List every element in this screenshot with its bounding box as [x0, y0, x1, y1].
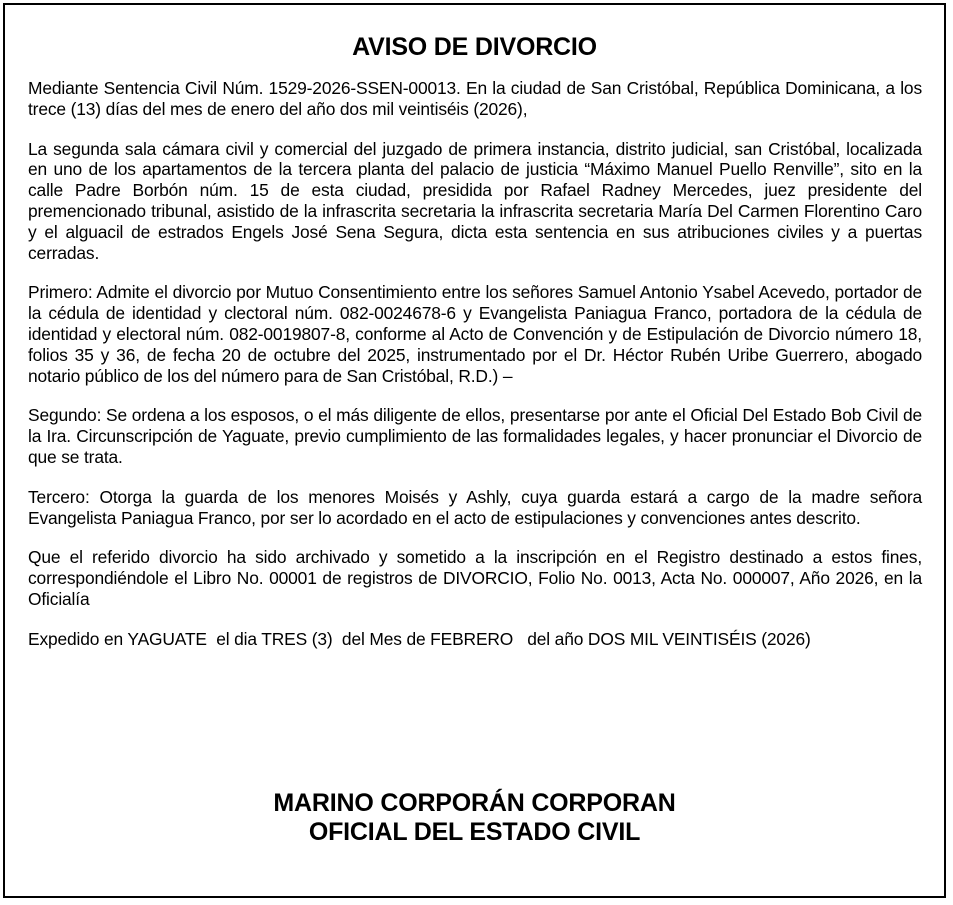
paragraph-segundo: Segundo: Se ordena a los esposos, o el más diligente de ellos, presentarse por ante el Oficial Del Estado Bob Civil de la Ira. Circunscripción de Yaguate, previo cumplimiento de las formalidades legales, y hacer pronunciar el Divorcio de que se trata.	[28, 405, 922, 467]
signature-block	[5, 789, 944, 847]
paragraph-court: La segunda sala cámara civil y comercial del juzgado de primera instancia, distrito judicial, san Cristóbal, localizada en uno de los apartamentos de la tercera planta del palacio de justicia “Máximo Manuel Puello Renville”, sito en la calle Padre Borbón núm. 15 de esta ciudad, presidida por Rafael Radney Mercedes, juez presidente del premencionado tribunal, asistido de la infrascrita secretaria la infrascrita secretaria María Del Carmen Florentino Caro y el alguacil de estrados Engels José Sena Segura, dicta esta sentencia en sus atribuciones civiles y a puertas cerradas.	[28, 138, 922, 263]
paragraph-registry: Que el referido divorcio ha sido archivado y sometido a la inscripción en el Registro destinado a estos fines, correspondiéndole el Libro No. 00001 de registros de DIVORCIO, Folio No. 0013, Acta No. 000007, Año 2026, en la Oficialía	[28, 547, 922, 609]
signature-role: OFICIAL DEL ESTADO CIVIL	[308, 818, 641, 846]
paragraph-issued: Expedido en YAGUATE el dia TRES (3) del Mes de FEBRERO del año DOS MIL VEINTISÉIS (2026)	[28, 628, 811, 649]
notice-title: AVISO DE DIVORCIO	[352, 33, 597, 61]
signature-name: MARINO CORPORÁN CORPORAN	[273, 789, 676, 817]
paragraph-tercero: Tercero: Otorga la guarda de los menores Moisés y Ashly, cuya guarda estará a cargo de la madre señora Evangelista Paniagua Franco, por ser lo acordado en el acto de estipulaciones y convenciones antes descrito.	[28, 486, 922, 528]
paragraph-primero: Primero: Admite el divorcio por Mutuo Consentimiento entre los señores Samuel Antonio Ysabel Acevedo, portador de la cédula de identidad y clectoral núm. 082-0024678-6 y Evangelista Paniagua Franco, portadora de la cédula de identidad y electoral núm. 082-0019807-8, conforme al Acto de Convención y de Estipulación de Divorcio número 18, folios 35 y 36, de fecha 20 de octubre del 2025, instrumentado por el Dr. Héctor Rubén Uribe Guerrero, abogado notario público de los del número para de San Cristóbal, R.D.) –	[28, 282, 922, 386]
notice-body	[28, 78, 922, 669]
divorce-notice	[3, 3, 946, 898]
paragraph-sentence: Mediante Sentencia Civil Núm. 1529-2026-SSEN-00013. En la ciudad de San Cristóbal, República Dominicana, a los trece (13) días del mes de enero del año dos mil veintiséis (2026),	[28, 78, 922, 119]
